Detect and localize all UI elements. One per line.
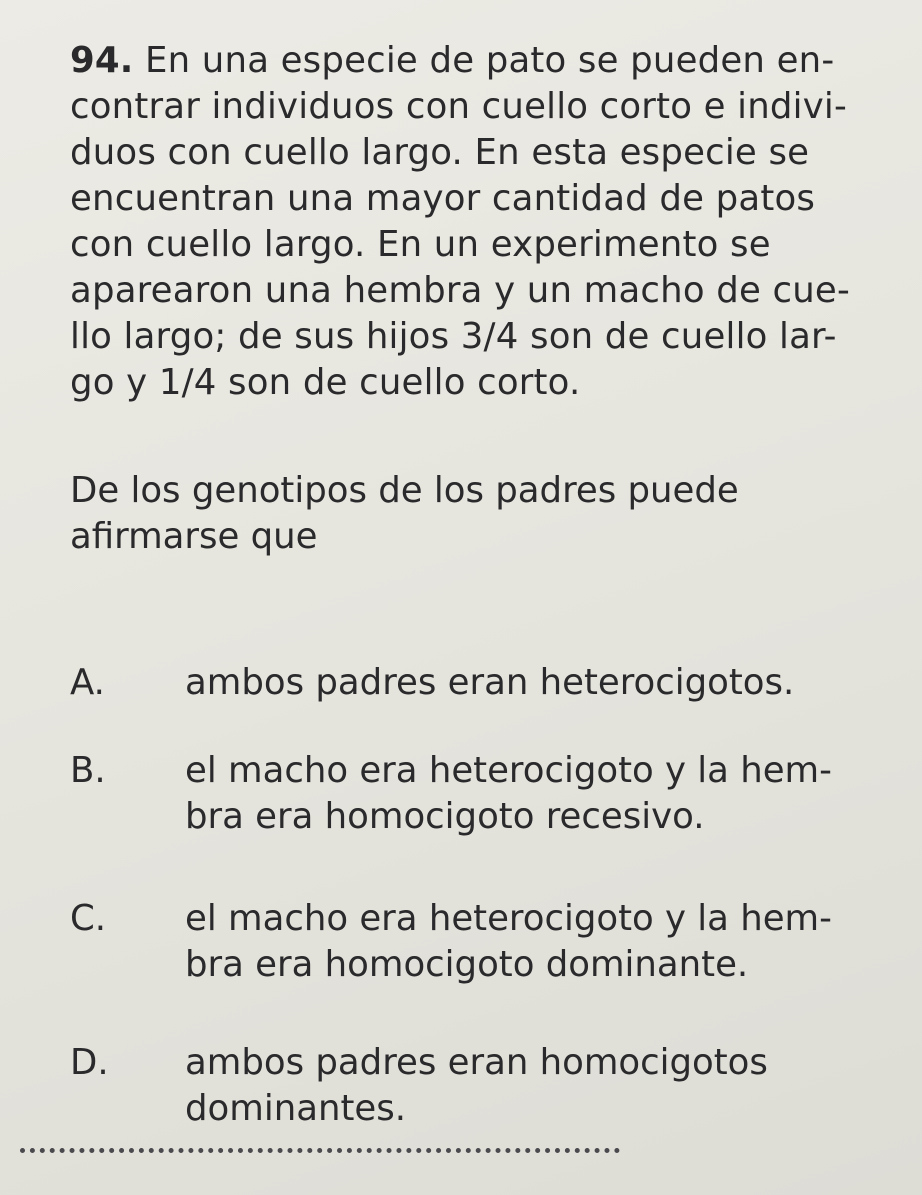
option-line: el macho era heterocigoto y la hem-: [185, 898, 832, 939]
stem-line: con cuello largo. En un experimento se: [70, 224, 771, 265]
stem-line: aparearon una hembra y un macho de cue-: [70, 270, 850, 311]
option-letter: C.: [70, 898, 107, 939]
stem-line: go y 1/4 son de cuello corto.: [70, 362, 581, 403]
stem-line: duos con cuello largo. En esta especie se: [70, 132, 810, 173]
option-line: bra era homocigoto dominante.: [185, 944, 749, 985]
option-line: el macho era heterocigoto y la hem-: [185, 750, 832, 791]
option-text: [185, 896, 905, 988]
question-number: 94.: [70, 40, 134, 81]
option-line: ambos padres eran heterocigotos.: [185, 662, 795, 703]
option-letter: D.: [70, 1042, 109, 1083]
option-line: dominantes.: [185, 1088, 406, 1129]
prompt-line: afirmarse que: [70, 516, 318, 557]
option-line: ambos padres eran homocigotos: [185, 1042, 768, 1083]
stem-text: En una especie de pato se pueden en-: [133, 40, 835, 81]
option-letter: B.: [70, 750, 106, 791]
prompt-line: De los genotipos de los padres puede: [70, 470, 739, 511]
stem-line: encuentran una mayor cantidad de patos: [70, 178, 816, 219]
option-letter: A.: [70, 662, 105, 703]
dotted-divider: [20, 1148, 620, 1153]
option-text: [185, 660, 905, 706]
question-stem: [70, 38, 890, 406]
option-text: [185, 1040, 905, 1132]
stem-line: [70, 38, 890, 84]
stem-line: llo largo; de sus hijos 3/4 son de cuello lar-: [70, 316, 837, 357]
option-line: bra era homocigoto recesivo.: [185, 796, 705, 837]
option-text: [185, 748, 905, 840]
question-prompt: [70, 468, 890, 560]
stem-line: contrar individuos con cuello corto e indivi-: [70, 86, 847, 127]
